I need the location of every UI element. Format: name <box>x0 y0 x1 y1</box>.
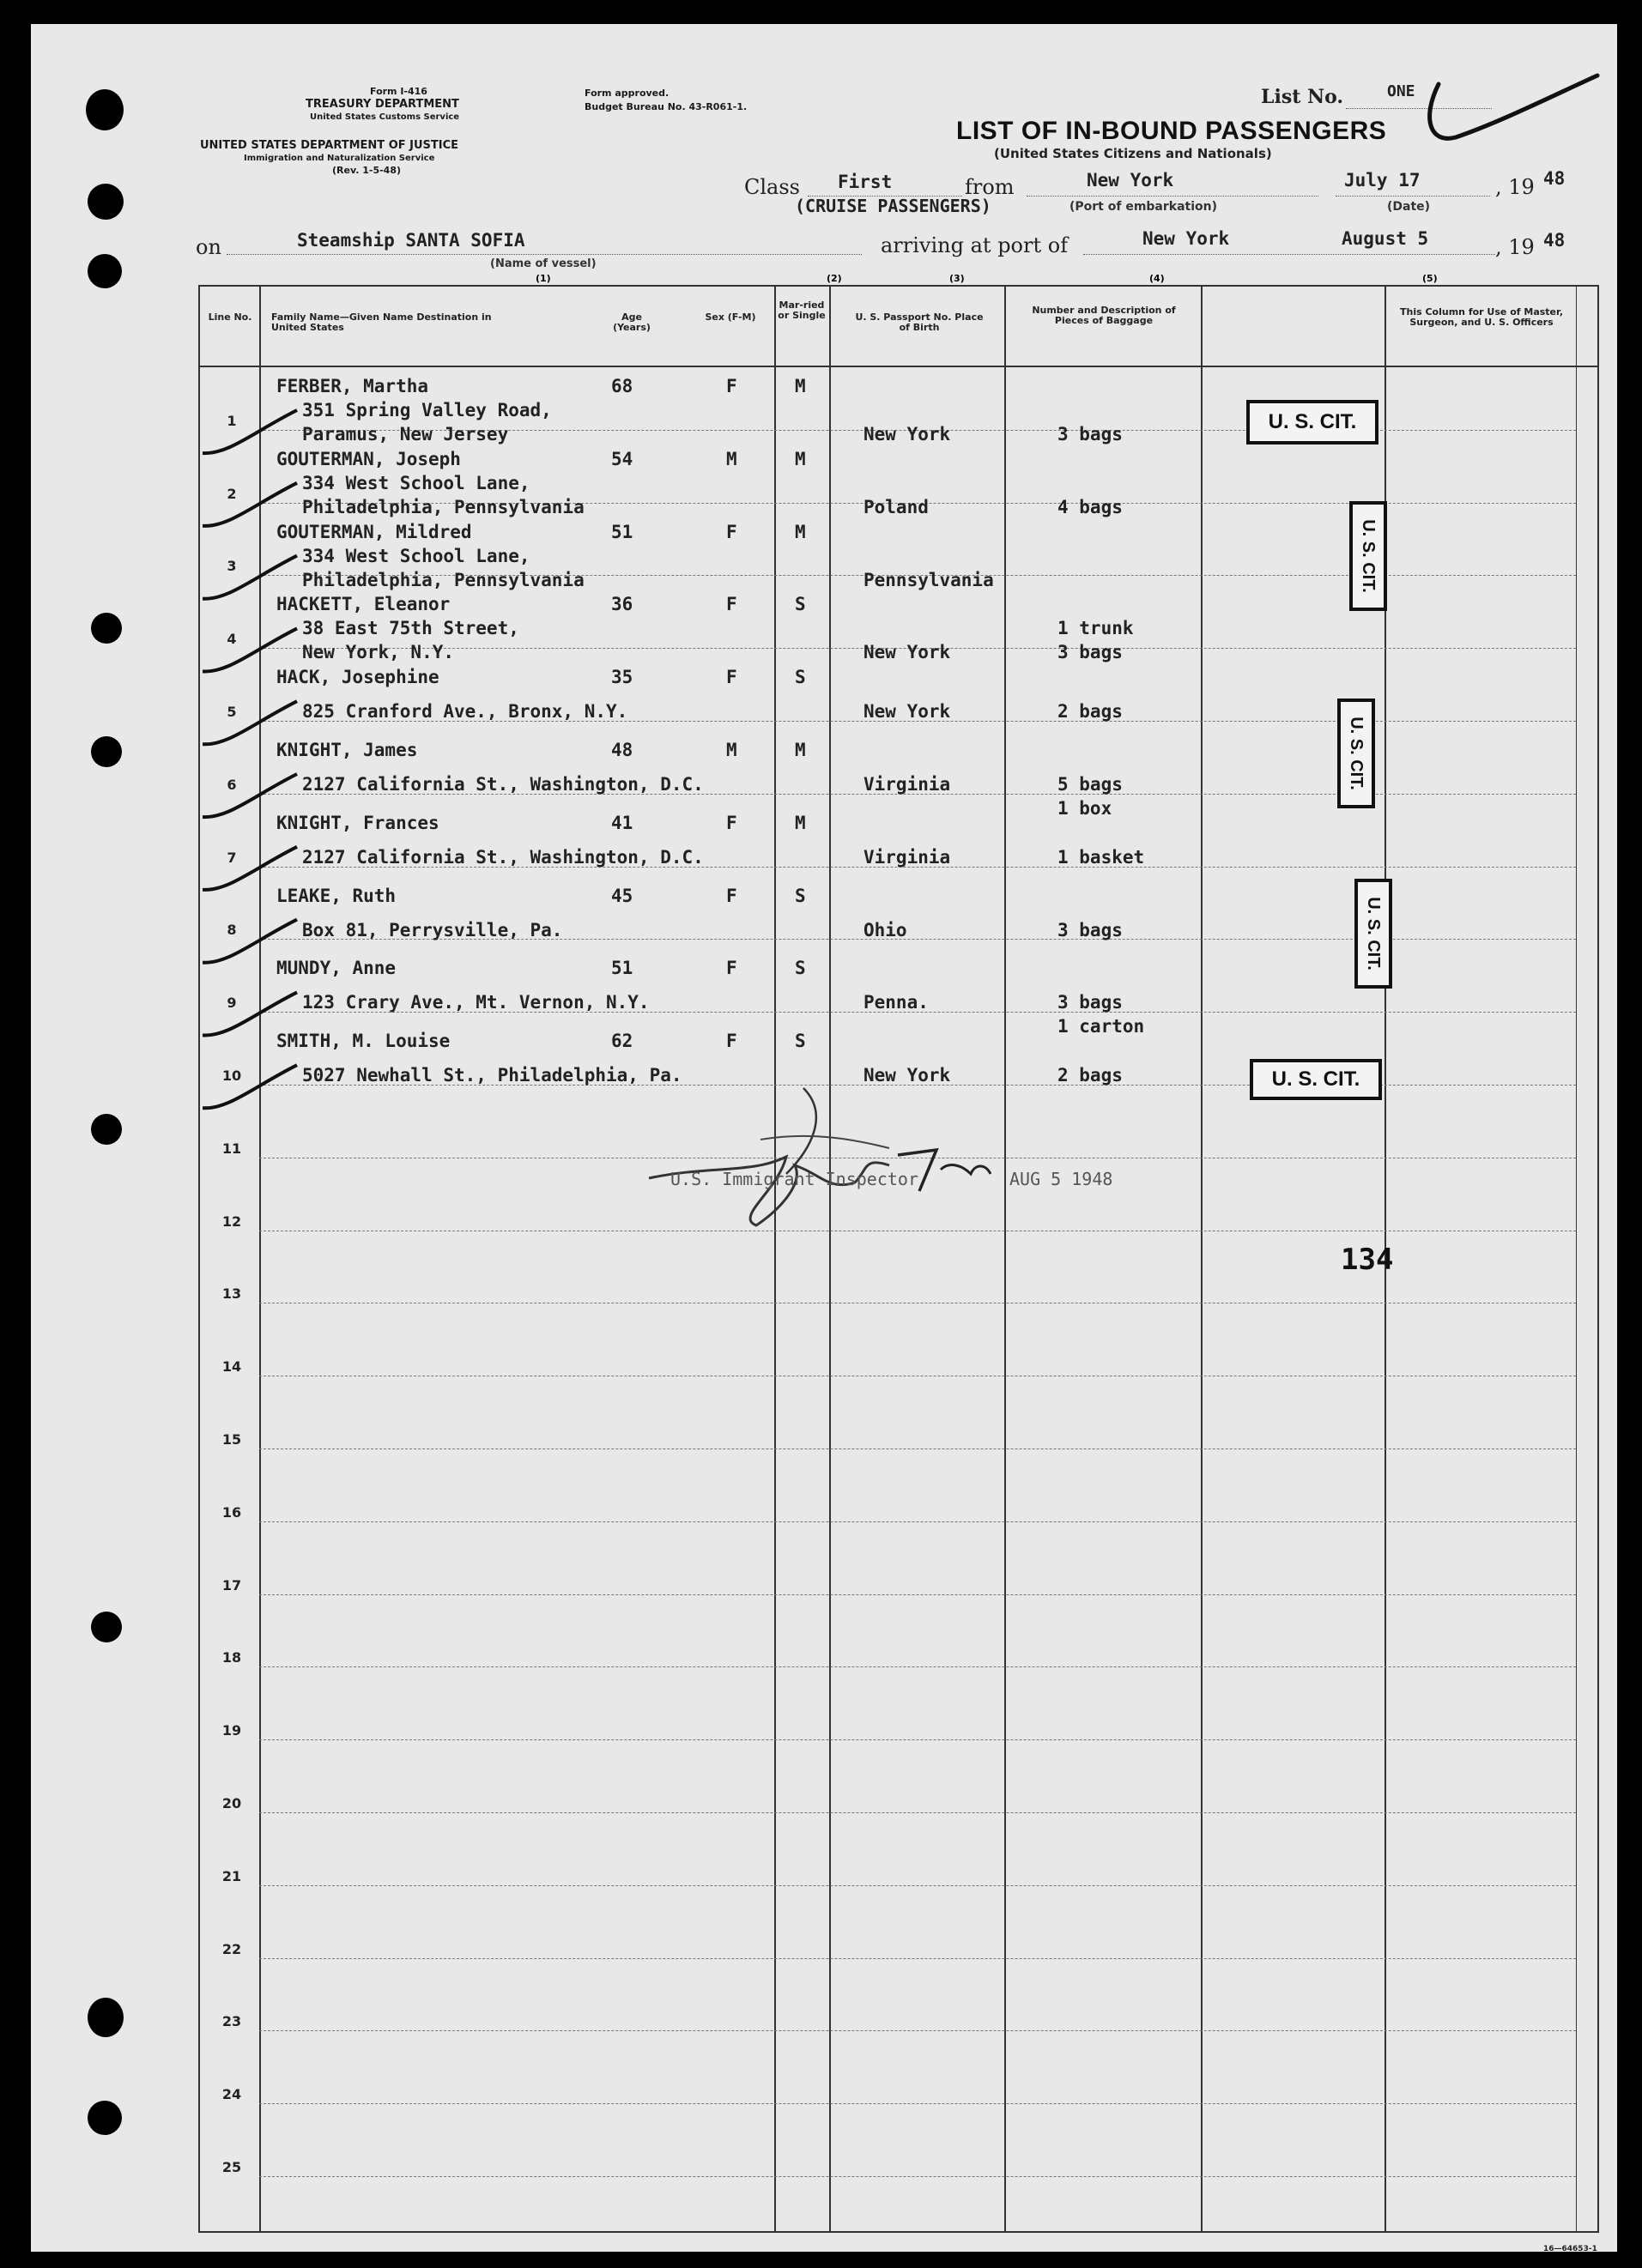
line-number: 23 <box>221 2013 242 2030</box>
list-no-value: ONE <box>1387 82 1415 100</box>
form-approved: Form approved. <box>585 88 670 99</box>
col-head-passport: U. S. Passport No. Place of Birth <box>855 311 984 333</box>
birth-place: Pennsylvania <box>863 569 994 590</box>
budget-bureau: Budget Bureau No. 43-R061-1. <box>585 101 748 112</box>
line-number: 15 <box>221 1431 242 1448</box>
punch-hole <box>91 1612 122 1642</box>
tick-mark <box>203 920 297 963</box>
passenger-name: GOUTERMAN, Joseph <box>276 448 461 469</box>
passenger-marital: M <box>795 740 806 760</box>
passenger-age: 45 <box>611 885 633 906</box>
from-label: from <box>965 175 1015 199</box>
line-number: 20 <box>221 1795 242 1811</box>
page-title: LIST OF IN-BOUND PASSENGERS <box>956 117 1387 145</box>
tick-mark <box>203 847 297 890</box>
us-citizen-stamp: U. S. CIT. <box>1246 400 1378 445</box>
line-number: 9 <box>227 995 237 1012</box>
year-suffix: 48 <box>1543 168 1566 189</box>
passenger-address: Box 81, Perrysville, Pa. <box>302 919 563 940</box>
passenger-marital: M <box>795 521 806 542</box>
baggage: 1 carton <box>1057 1016 1145 1037</box>
baggage: 2 bags <box>1057 701 1123 723</box>
birth-place: New York <box>863 424 951 445</box>
line-number: 1 <box>227 412 237 429</box>
us-citizen-stamp: U. S. CIT. <box>1337 699 1375 808</box>
passenger-name: KNIGHT, Frances <box>276 812 439 833</box>
page-subtitle: (United States Citizens and Nationals) <box>994 146 1272 161</box>
passenger-address: 351 Spring Valley Road, <box>302 400 552 420</box>
tick-mark <box>203 628 297 671</box>
class-label: Class <box>744 175 800 199</box>
passenger-address: Paramus, New Jersey <box>302 424 509 445</box>
line-number: 2 <box>227 485 237 502</box>
row-rule <box>259 1666 1576 1667</box>
vessel-line <box>227 254 862 255</box>
passenger-address: 334 West School Lane, <box>302 545 530 566</box>
col-number: (3) <box>949 273 965 284</box>
birth-place: Virginia <box>863 846 951 868</box>
passenger-marital: S <box>795 958 806 979</box>
passenger-age: 51 <box>611 521 633 542</box>
passenger-marital: M <box>795 376 806 396</box>
row-rule <box>259 2030 1576 2031</box>
punch-hole <box>88 184 124 220</box>
passenger-marital: S <box>795 885 806 906</box>
passenger-marital: S <box>795 1031 806 1052</box>
passenger-name: SMITH, M. Louise <box>276 1031 451 1052</box>
customs-label: United States Customs Service <box>310 112 460 122</box>
revision-label: (Rev. 1-5-48) <box>332 165 402 176</box>
table-header-rule <box>198 366 1599 367</box>
birth-place: New York <box>863 701 951 723</box>
passenger-address: 2127 California St., Washington, D.C. <box>302 774 704 795</box>
passenger-marital: S <box>795 594 806 615</box>
on-label: on <box>196 235 221 259</box>
punch-hole <box>91 736 122 767</box>
us-citizen-stamp: U. S. CIT. <box>1349 501 1387 611</box>
line-number: 16 <box>221 1503 242 1521</box>
class-value: First <box>838 172 893 192</box>
arrive-date-value: August 5 <box>1342 228 1429 249</box>
col-number: (4) <box>1149 273 1165 284</box>
tick-mark <box>203 483 297 526</box>
row-rule <box>259 1594 1576 1595</box>
tick-mark <box>203 701 297 744</box>
tick-mark <box>203 992 297 1035</box>
birth-place: Penna. <box>863 992 929 1013</box>
punch-hole <box>86 89 124 130</box>
birth-place: New York <box>863 1065 951 1086</box>
row-rule <box>259 2103 1576 2104</box>
punch-hole <box>88 2101 122 2135</box>
passenger-marital: S <box>795 667 806 688</box>
passenger-age: 68 <box>611 376 633 396</box>
year2-suffix: 48 <box>1543 230 1566 251</box>
baggage: 2 bags <box>1057 1065 1123 1086</box>
inspector-label: U.S. Immigrant Inspector <box>670 1169 918 1189</box>
passenger-name: HACK, Josephine <box>276 667 439 688</box>
from-value: New York <box>1087 170 1174 191</box>
passenger-sex: F <box>726 521 737 542</box>
baggage: 4 bags <box>1057 496 1123 517</box>
punch-hole <box>91 1114 122 1145</box>
row-rule <box>259 1885 1576 1886</box>
passenger-sex: F <box>726 1031 737 1052</box>
row-rule <box>259 1448 1576 1449</box>
vessel-caption: (Name of vessel) <box>490 257 597 270</box>
cruise-label: (CRUISE PASSENGERS) <box>795 196 991 216</box>
passenger-address: Philadelphia, Pennsylvania <box>302 569 585 590</box>
passenger-age: 36 <box>611 594 633 615</box>
row-rule <box>259 1958 1576 1959</box>
passenger-sex: F <box>726 958 737 979</box>
port-embark-caption: (Port of embarkation) <box>1069 200 1218 214</box>
passenger-name: MUNDY, Anne <box>276 958 397 979</box>
col-number: (1) <box>536 273 551 284</box>
line-number: 19 <box>221 1722 242 1739</box>
col-number: (2) <box>827 273 842 284</box>
passenger-address: 123 Crary Ave., Mt. Vernon, N.Y. <box>302 992 650 1013</box>
from-line <box>1027 196 1318 197</box>
manifest-sheet <box>31 24 1617 2252</box>
passenger-name: LEAKE, Ruth <box>276 885 397 906</box>
baggage: 1 trunk <box>1057 618 1134 639</box>
form-number: Form I-416 <box>370 86 427 97</box>
passenger-age: 62 <box>611 1031 633 1052</box>
passenger-sex: M <box>726 740 737 760</box>
treasury-label: TREASURY DEPARTMENT <box>306 98 459 111</box>
birth-place: Virginia <box>863 774 951 795</box>
col-number: (5) <box>1422 273 1438 284</box>
col-head-sex: Sex (F-M) <box>705 311 756 323</box>
ins-label: Immigration and Naturalization Service <box>244 154 435 163</box>
arriving-label: arriving at port of <box>881 233 1069 257</box>
tick-marks <box>203 402 323 1174</box>
passenger-address: 2127 California St., Washington, D.C. <box>302 846 704 868</box>
tick-mark <box>203 1065 297 1108</box>
passenger-address: 334 West School Lane, <box>302 472 530 493</box>
line-number: 25 <box>221 2159 242 2175</box>
list-no-label: List No. <box>1261 86 1344 108</box>
passenger-marital: M <box>795 812 806 833</box>
line-number: 4 <box>227 631 237 648</box>
arriving-line <box>1083 254 1495 255</box>
col-head-baggage: Number and Description of Pieces of Baggage <box>1032 305 1176 326</box>
baggage: 3 bags <box>1057 424 1123 445</box>
line-number: 18 <box>221 1649 242 1666</box>
baggage: 3 bags <box>1057 919 1123 940</box>
baggage: 1 box <box>1057 798 1112 819</box>
line-number: 22 <box>221 1940 242 1957</box>
line-number: 7 <box>227 849 237 866</box>
passenger-address: 825 Cranford Ave., Bronx, N.Y. <box>302 701 628 723</box>
row-rule <box>259 2176 1576 2177</box>
footer-code: 16—64653-1 <box>1543 2245 1597 2253</box>
birth-place: Poland <box>863 496 929 517</box>
col-head-name: Family Name—Given Name Destination in United States <box>271 311 492 333</box>
line-number: 13 <box>221 1285 242 1303</box>
baggage: 3 bags <box>1057 642 1123 663</box>
passenger-name: KNIGHT, James <box>276 740 418 760</box>
passenger-age: 41 <box>611 812 633 833</box>
passenger-name: FERBER, Martha <box>276 376 429 396</box>
passenger-sex: F <box>726 376 737 396</box>
birth-place: Ohio <box>863 919 907 940</box>
passenger-age: 51 <box>611 958 633 979</box>
passenger-age: 48 <box>611 740 633 760</box>
passenger-address: 38 East 75th Street, <box>302 618 519 639</box>
date-caption: (Date) <box>1387 200 1431 214</box>
inspector-date: AUG 5 1948 <box>1009 1169 1113 1189</box>
line-number: 24 <box>221 2086 242 2103</box>
passenger-address: Philadelphia, Pennsylvania <box>302 496 585 517</box>
col-divider <box>1576 285 1577 2233</box>
tick-mark <box>203 774 297 817</box>
baggage: 3 bags <box>1057 992 1123 1013</box>
passenger-age: 35 <box>611 667 633 688</box>
passenger-marital: M <box>795 448 806 469</box>
passenger-name: HACKETT, Eleanor <box>276 594 451 615</box>
passenger-sex: F <box>726 667 737 688</box>
passenger-sex: F <box>726 885 737 906</box>
passenger-name: GOUTERMAN, Mildred <box>276 521 472 542</box>
justice-label: UNITED STATES DEPARTMENT OF JUSTICE <box>200 139 459 152</box>
page-number: 134 <box>1341 1243 1394 1277</box>
passenger-address: New York, N.Y. <box>302 642 455 663</box>
checkmark-icon <box>1421 58 1619 153</box>
col-head-married: Mar-ried or Single <box>778 299 826 321</box>
date-value: July 17 <box>1344 170 1421 191</box>
line-number: 8 <box>227 922 237 939</box>
birth-place: New York <box>863 642 951 663</box>
line-number: 5 <box>227 704 237 720</box>
line-number: 14 <box>221 1358 242 1376</box>
col-head-officers: This Column for Use of Master, Surgeon, and U. S. Officers <box>1400 306 1563 328</box>
punch-hole <box>88 1998 124 2037</box>
passenger-sex: M <box>726 448 737 469</box>
row-rule <box>259 1521 1576 1522</box>
passenger-address: 5027 Newhall St., Philadelphia, Pa. <box>302 1065 682 1086</box>
inspector-signature <box>632 1054 1027 1260</box>
punch-hole <box>88 254 122 288</box>
line-number: 12 <box>221 1213 242 1230</box>
row-rule <box>259 1812 1576 1813</box>
passenger-sex: F <box>726 594 737 615</box>
passenger-sex: F <box>726 812 737 833</box>
tick-mark <box>203 556 297 599</box>
passenger-age: 54 <box>611 448 633 469</box>
line-number: 10 <box>221 1067 242 1084</box>
line-number: 3 <box>227 558 237 575</box>
tick-mark <box>203 410 297 453</box>
col-head-age: Age (Years) <box>613 311 651 333</box>
row-rule <box>259 1739 1576 1740</box>
us-citizen-stamp: U. S. CIT. <box>1250 1059 1382 1100</box>
line-number: 11 <box>221 1140 242 1157</box>
col-head-line: Line No. <box>208 311 252 323</box>
arrive-port-value: New York <box>1142 228 1230 249</box>
baggage: 5 bags <box>1057 774 1123 795</box>
line-number: 21 <box>221 1867 242 1884</box>
baggage: 1 basket <box>1057 846 1145 868</box>
date-line <box>1336 196 1490 197</box>
us-citizen-stamp: U. S. CIT. <box>1354 879 1392 989</box>
year-prefix: , 19 <box>1495 175 1535 199</box>
vessel-value: Steamship SANTA SOFIA <box>297 230 525 251</box>
line-number: 6 <box>227 776 237 793</box>
year2-prefix: , 19 <box>1495 235 1535 259</box>
col-divider <box>1201 285 1203 2233</box>
punch-hole <box>91 613 122 644</box>
line-number: 17 <box>221 1576 242 1594</box>
